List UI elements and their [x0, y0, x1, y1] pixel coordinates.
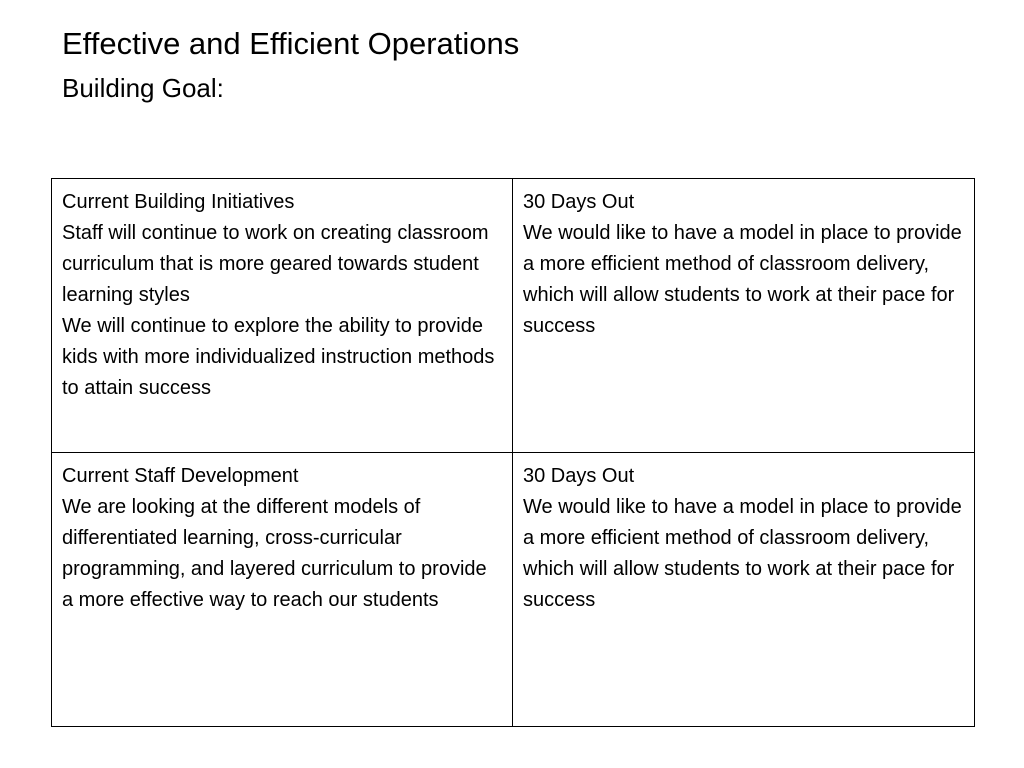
table-row-staff-development: [52, 453, 975, 727]
cell-paragraph: We would like to have a model in place to provide a more efficient method of classroom delivery, which will allow students to work at their pace for success: [523, 496, 962, 611]
cell-current-staff-development: [52, 453, 513, 727]
slide-title: Effective and Efficient Operations: [62, 26, 520, 61]
cell-heading: 30 Days Out: [523, 191, 635, 213]
goals-table: [51, 178, 975, 727]
cell-current-building-initiatives: [52, 179, 513, 453]
cell-30-days-out-initiatives: [513, 179, 975, 453]
table-row-initiatives: [52, 179, 975, 453]
cell-heading: 30 Days Out: [523, 465, 635, 487]
slide-subtitle: Building Goal:: [62, 73, 224, 103]
cell-paragraph: We will continue to explore the ability to provide kids with more individualized instruction methods to attain success: [62, 315, 495, 399]
cell-paragraph: Staff will continue to work on creating classroom curriculum that is more geared towards student learning styles: [62, 222, 489, 306]
cell-30-days-out-staff-development: [513, 453, 975, 727]
cell-paragraph: We would like to have a model in place to provide a more efficient method of classroom delivery, which will allow students to work at their pace for success: [523, 222, 962, 337]
cell-heading: Current Building Initiatives: [62, 191, 295, 213]
cell-paragraph: We are looking at the different models of differentiated learning, cross-curricular programming, and layered curriculum to provide a more effective way to reach our students: [62, 496, 487, 611]
cell-heading: Current Staff Development: [62, 465, 299, 487]
